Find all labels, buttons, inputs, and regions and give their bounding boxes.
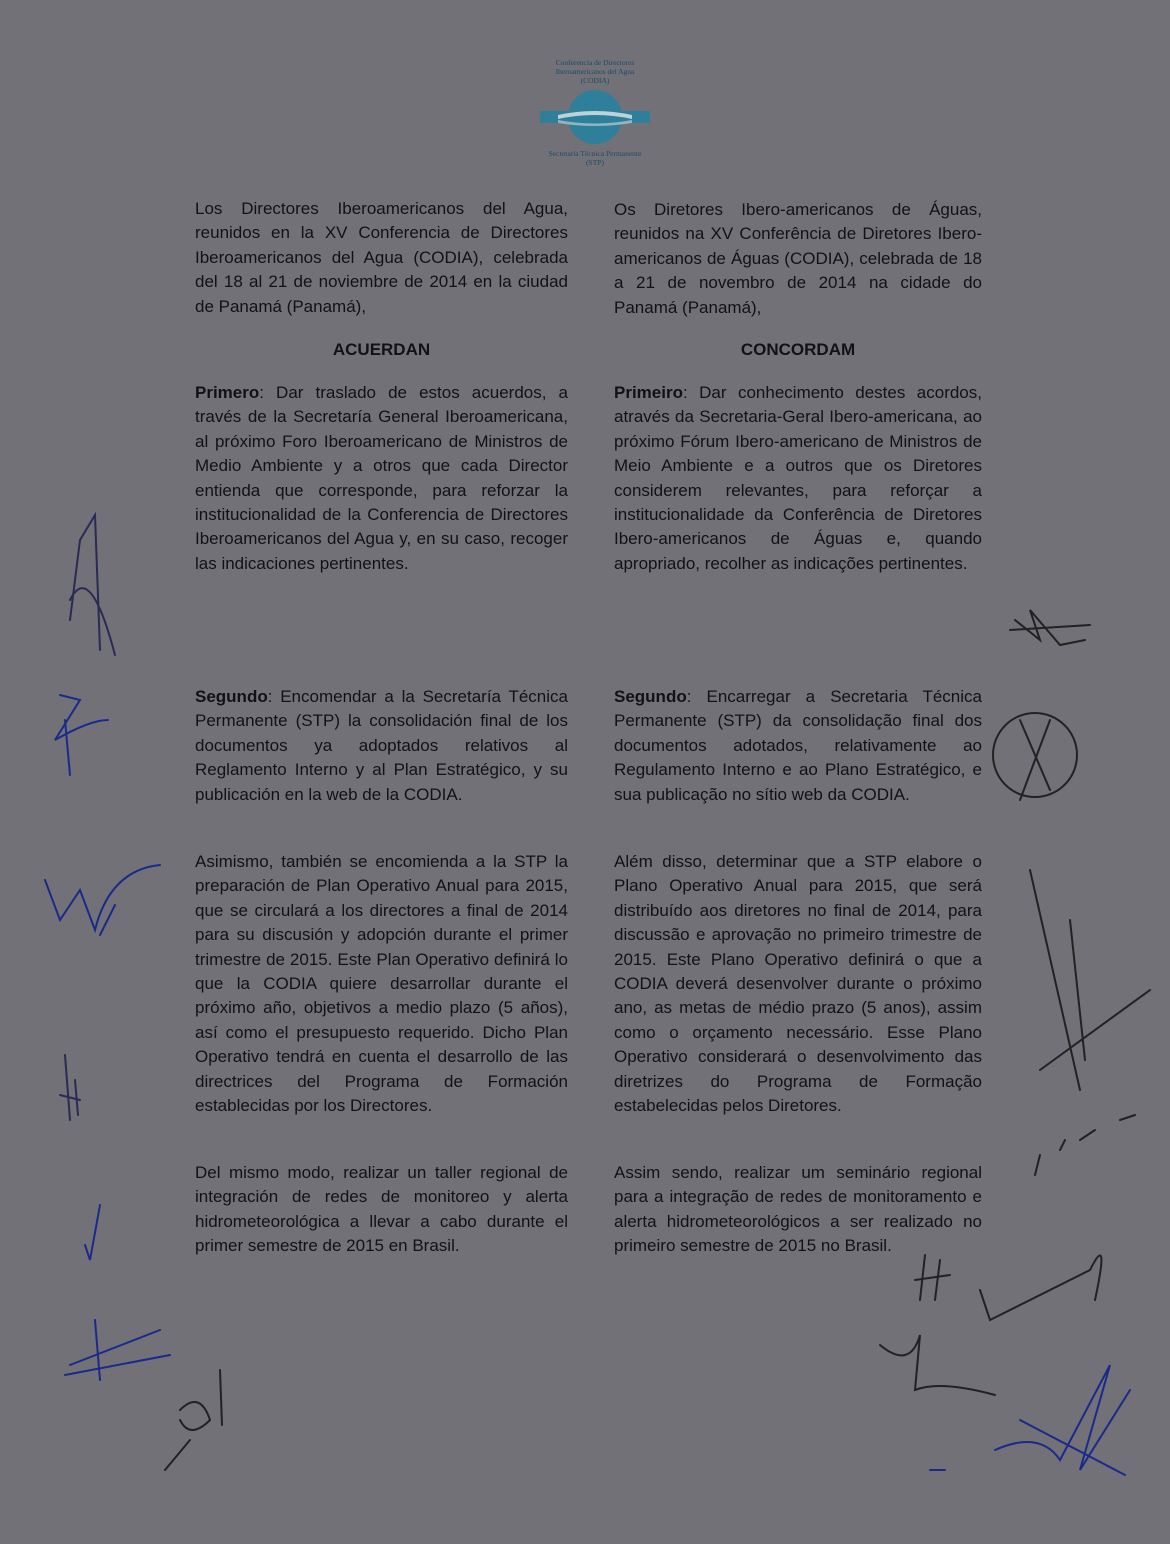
signature-3: [45, 865, 160, 935]
signature-1: [70, 515, 115, 655]
spanish-heading: ACUERDAN: [332, 340, 431, 359]
signature-12: [915, 1255, 1101, 1320]
signature-2: [55, 695, 108, 775]
spanish-segundo: Segundo: Encomendar a la Secretaría Técnica Permanente (STP) la consolidación final de los documentos ya adoptados relativos al Reglamento Interno y al Plan Estratégico, y su publicación en la web de la CODIA.: [195, 687, 568, 804]
water-emblem-icon: [540, 87, 650, 147]
signature-13: [880, 1335, 995, 1395]
signature-4: [60, 1055, 80, 1120]
logo-top-text: Conferencia de Directores Iberoamericanos del Agua (CODIA): [555, 58, 635, 85]
spanish-taller: Del mismo modo, realizar un taller regional de integración de redes de monitoreo y alerta hidrometeorológica a llevar a cabo durante el primer semestre de 2015 en Brasil.: [195, 1163, 568, 1256]
portuguese-intro: Os Diretores Ibero-americanos de Águas, reunidos na XV Conferência de Diretores Ibero-americanos de Águas (CODIA), celebrada de 18 a 21 de novembro de 2014 na cidade do Panamá (Panamá),: [614, 200, 982, 317]
portuguese-heading: CONCORDAM: [740, 340, 856, 359]
codia-logo: [520, 58, 670, 167]
portuguese-primeiro: Primeiro: Dar conhecimento destes acordos, através da Secretaria-Geral Ibero-americana, ao próximo Fórum Ibero-americano de Ministros de Meio Ambiente e a outros que os Diretores considerem relevantes, para reforçar a institucionalidade da Conferência de Diretores Ibero-americanos de Águas e, quando apropriado, recolher as indicações pertinentes.: [614, 383, 982, 573]
signature-11: [1035, 1115, 1135, 1175]
signature-10: [1030, 870, 1150, 1090]
signature-7: [165, 1370, 222, 1470]
spanish-asimismo: Asimismo, también se encomienda a la STP la preparación de Plan Operativo Anual para 2015, que se circulará a los directores a final de 2014 para su discusión y adopción durante el primer trimestre de 2015. Este Plan Operativo definirá lo que la CODIA quiere desarrollar durante el próximo año, objetivos a medio plazo (5 años), así como el presupuesto requerido. Dicho Plan Operativo tendrá en cuenta el desarrollo de las directrices del Programa de Formación establecidas por los Directores.: [195, 852, 568, 1116]
signature-8: [1010, 610, 1090, 645]
signature-6: [65, 1320, 170, 1380]
spanish-primero: Primero: Dar traslado de estos acuerdos, a través de la Secretaría General Iberoamericana, al próximo Foro Iberoamericano de Ministros de Medio Ambiente y a otros que cada Director entienda que corresponde, para reforzar la institucionalidad de la Conferencia de Directores Iberoamericanos del Agua y, en su caso, recoger las indicaciones pertinentes.: [195, 383, 568, 573]
portuguese-alem: Além disso, determinar que a STP elabore o Plano Operativo Anual para 2015, que será distribuído aos diretores no final de 2014, para discussão e aprovação no primeiro trimestre de 2015. Este Plano Operativo definirá o que a CODIA deverá desenvolver durante o próximo ano, as metas de médio prazo (5 anos), assim como o orçamento necessário. Esse Plano Operativo considerará o desenvolvimento das diretrizes do Programa de Formação estabelecidas pelos Diretores.: [614, 852, 982, 1116]
signature-5: [85, 1205, 100, 1260]
portuguese-seminario: Assim sendo, realizar um seminário regional para a integração de redes de monitoramento e alerta hidrometeorológicos a ser realizado no primeiro semestre de 2015 no Brasil.: [614, 1163, 982, 1256]
signature-14: [930, 1365, 1130, 1475]
signature-9: [993, 713, 1077, 797]
portuguese-segundo: Segundo: Encarregar a Secretaria Técnica Permanente (STP) da consolidação final dos documentos adotados, relativamente ao Regulamento Interno e ao Plano Estratégico, e sua publicação no sítio web da CODIA.: [614, 687, 982, 804]
logo-bottom-text: Secretaría Técnica Permanente (STP): [548, 149, 642, 167]
spanish-intro: Los Directores Iberoamericanos del Agua, reunidos en la XV Conferencia de Directores Iberoamericanos del Agua (CODIA), celebrada del 18 al 21 de noviembre de 2014 en la ciudad de Panamá (Panamá),: [195, 199, 568, 316]
